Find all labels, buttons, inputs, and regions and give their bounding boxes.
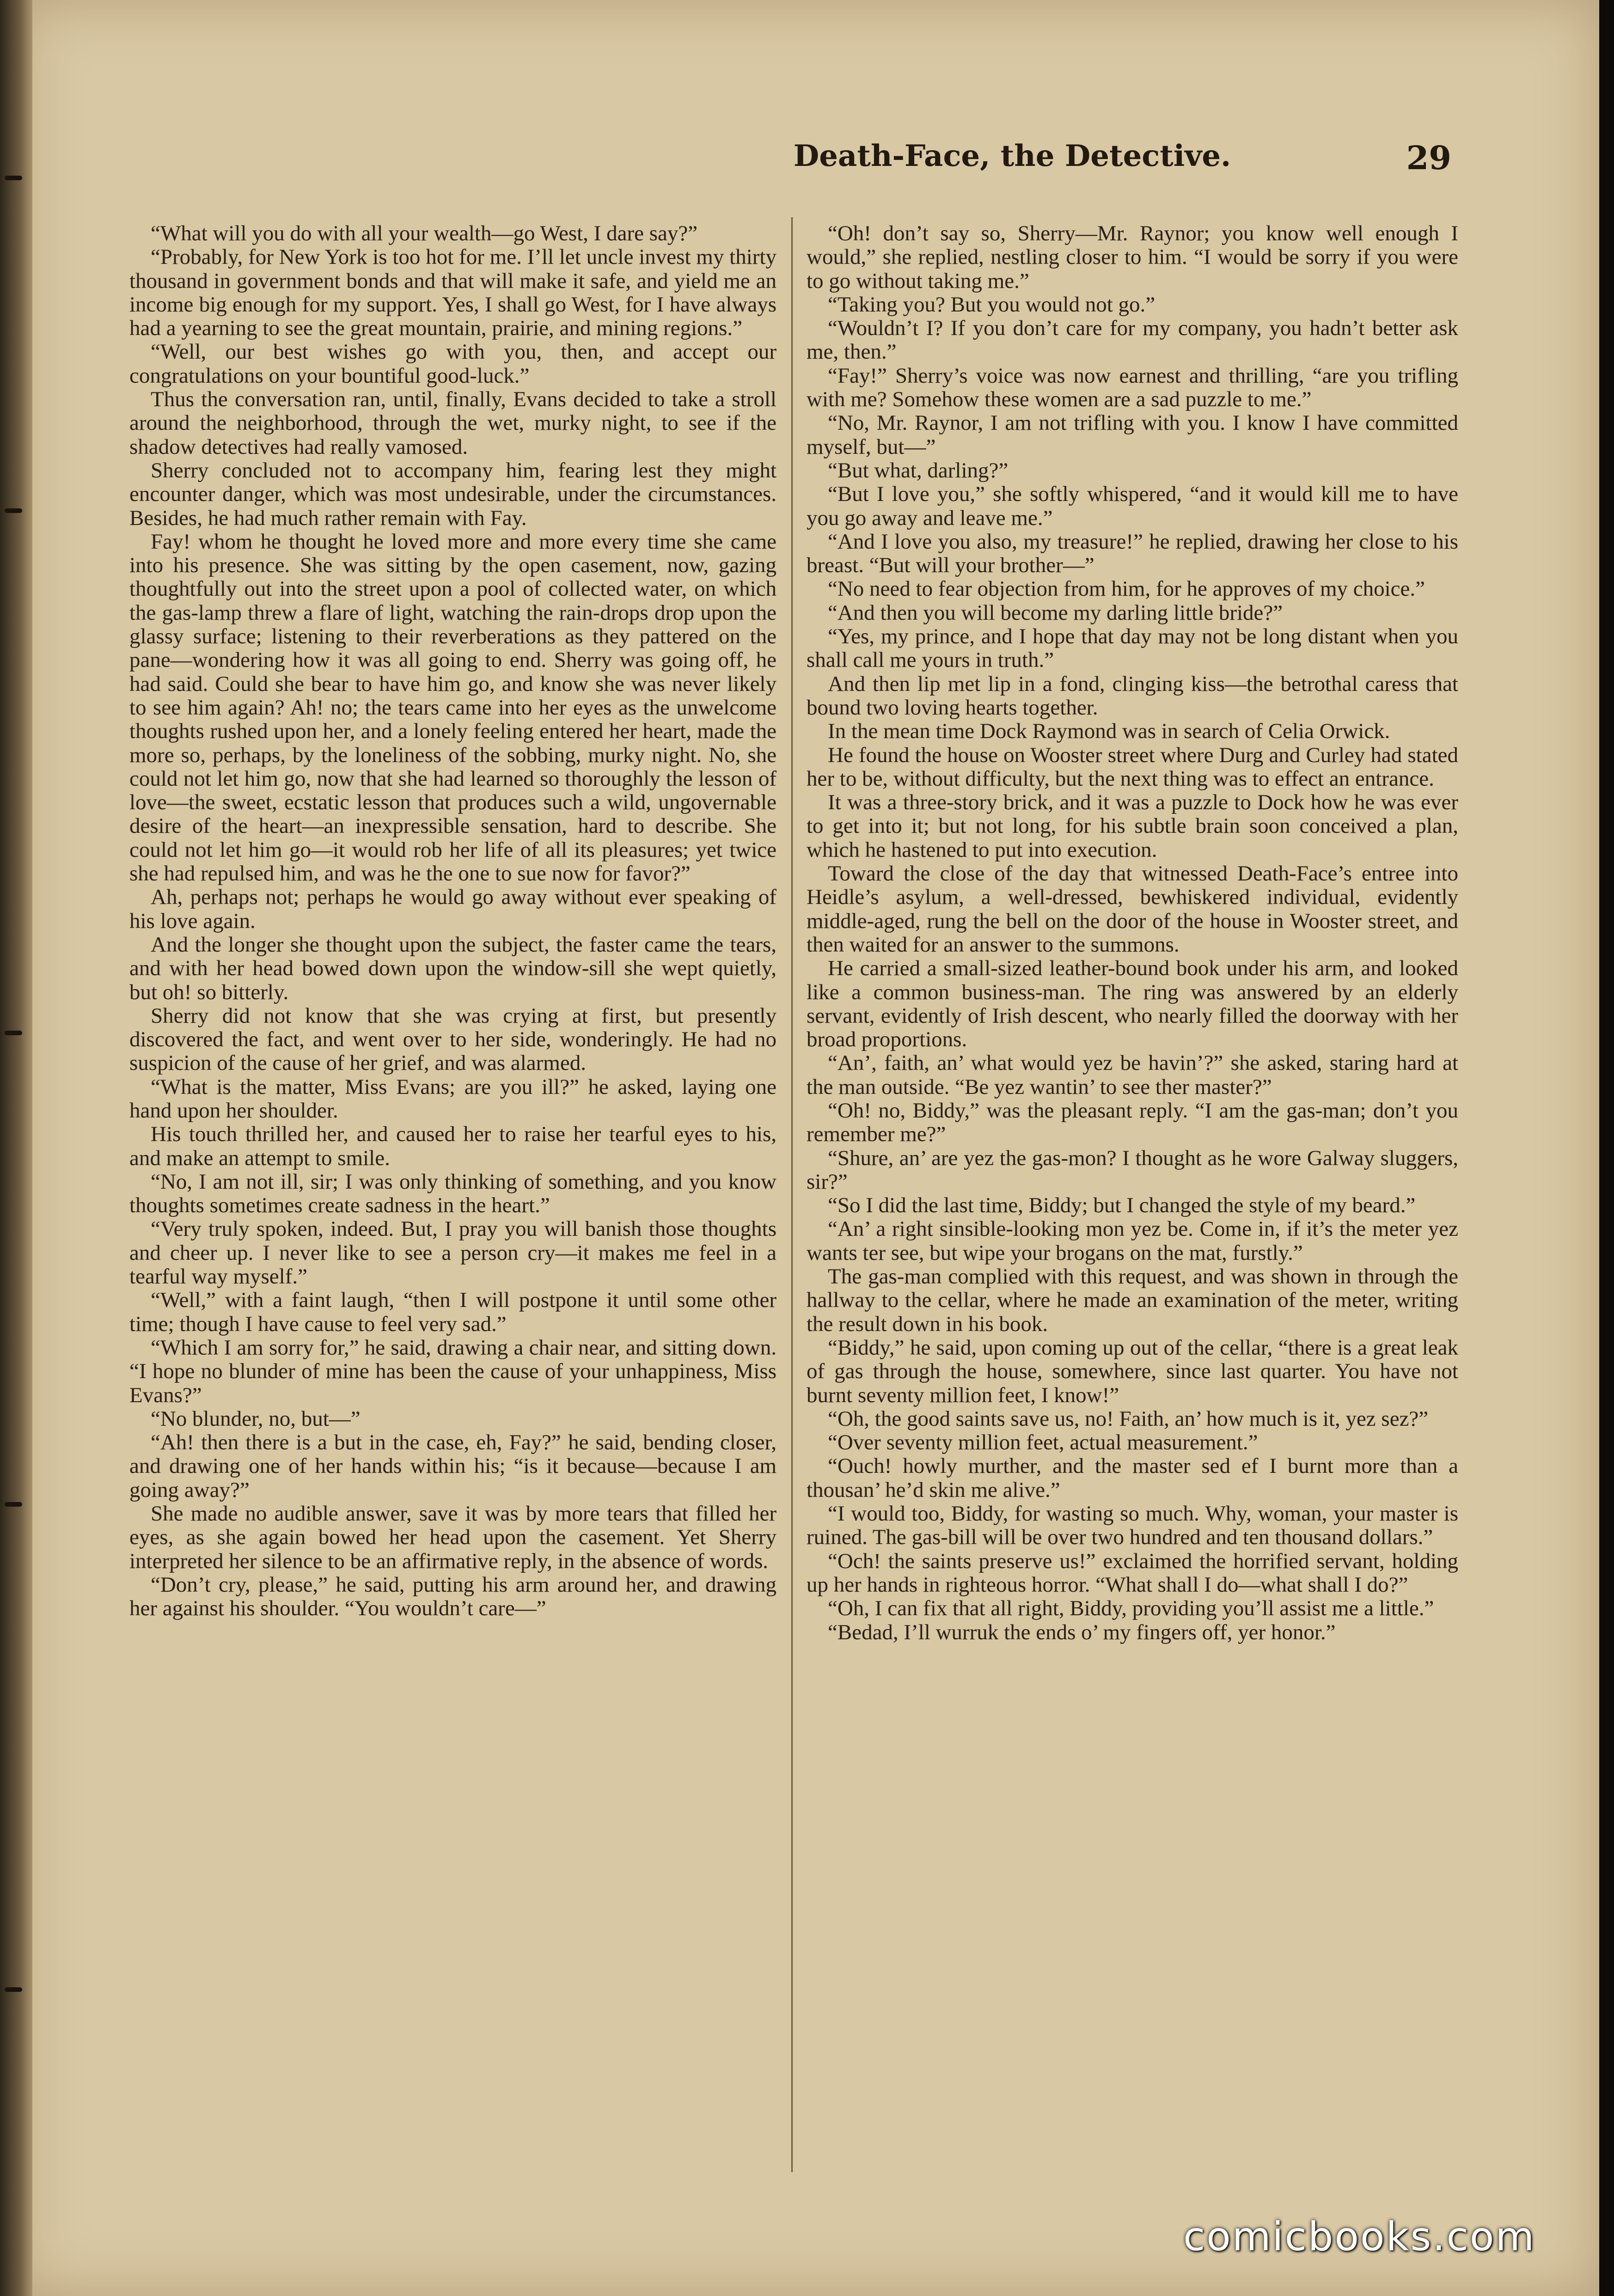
paragraph: “Very truly spoken, indeed. But, I pray you will banish those thoughts and cheer up. I never like to see a person cry—it makes me feel in a tearful way myself.”	[129, 1217, 776, 1289]
paragraph: “So I did the last time, Biddy; but I changed the style of my beard.”	[828, 1193, 1416, 1218]
right-column	[807, 222, 1458, 2172]
paragraph: Toward the close of the day that witnessed Death-Face’s entree into Heidle’s asylum, a well-dressed, bewhiskered individual, evidently middle-aged, rung the bell on the door of the house in Wooster street, and then waited for an answer to the summons.	[807, 861, 1458, 957]
page-number: 29	[1406, 139, 1451, 177]
paragraph: “Which I am sorry for,” he said, drawing a chair near, and sitting down. “I hope no blunder of mine has been the cause of your unhappiness, Miss Evans?”	[129, 1335, 776, 1407]
paragraph: “No, I am not ill, sir; I was only thinking of something, and you know thoughts sometimes create sadness in the heart.”	[129, 1169, 776, 1218]
paragraph: “Over seventy million feet, actual measurement.”	[828, 1430, 1258, 1455]
paragraph: “What will you do with all your wealth—go West, I dare say?”	[151, 222, 698, 245]
binding-edge	[0, 0, 32, 2296]
paragraph: “Well,” with a faint laugh, “then I will postpone it until some other time; though I have cause to feel very sad.”	[129, 1288, 776, 1336]
paragraph: The gas-man complied with this request, and was shown in through the hallway to the cellar, where he made an examination of the meter, writing the result down in his book.	[807, 1264, 1458, 1336]
paragraph: “Oh, the good saints save us, no! Faith, an’ how much is it, yez sez?”	[828, 1406, 1429, 1431]
paragraph: Sherry concluded not to accompany him, fearing lest they might encounter danger, which was most undesirable, under the circumstances. Besides, he had much rather remain with Fay.	[129, 458, 776, 530]
paragraph: In the mean time Dock Raymond was in search of Celia Orwick.	[828, 719, 1390, 744]
paragraph: “No need to fear objection from him, for he approves of my choice.”	[828, 577, 1425, 601]
paragraph: “No, Mr. Raynor, I am not trifling with you. I know I have committed myself, but—”	[807, 411, 1458, 459]
paragraph: “Probably, for New York is too hot for me. I’ll let uncle invest my thirty thousand in government bonds and that will make it safe, and yield me an income big enough for my support. Yes, I shall go West, for I have always had a yearning to see the great mountain, prairie, and mining regions.”	[129, 245, 776, 341]
paragraph: “Bedad, I’ll wurruk the ends o’ my fingers off, yer honor.”	[828, 1620, 1336, 1644]
paragraph: “Yes, my prince, and I hope that day may not be long distant when you shall call me yours in truth.”	[807, 624, 1458, 672]
running-header: Death-Face, the Detective.	[793, 139, 1231, 173]
paragraph: “Oh! no, Biddy,” was the pleasant reply. “I am the gas-man; don’t you remember me?”	[807, 1098, 1458, 1147]
binding-stitch	[5, 1031, 22, 1035]
paragraph: “Ah! then there is a but in the case, eh, Fay?” he said, bending closer, and drawing one of her hands within his; “is it because—because I am going away?”	[129, 1430, 776, 1502]
paragraph: “Well, our best wishes go with you, then, and accept our congratulations on your bountiful good-luck.”	[129, 340, 776, 388]
paragraph: He found the house on Wooster street where Durg and Curley had stated her to be, without difficulty, but the next thing was to effect an entrance.	[807, 743, 1458, 791]
paragraph: “Oh, I can fix that all right, Biddy, providing you’ll assist me a little.”	[828, 1596, 1434, 1621]
paragraph: “Shure, an’ are yez the gas-mon? I thought as he wore Galway sluggers, sir?”	[807, 1146, 1458, 1194]
paragraph: “Biddy,” he said, upon coming up out of the cellar, “there is a great leak of gas through the house, somewhere, since last quarter. You have not burnt seventy million feet, I know!”	[807, 1335, 1458, 1407]
watermark: comicbooks.com	[1183, 2214, 1536, 2260]
paragraph: Ah, perhaps not; perhaps he would go away without ever speaking of his love again.	[129, 885, 776, 933]
binding-stitch	[5, 176, 22, 180]
paragraph: Fay! whom he thought he loved more and more every time she came into his presence. She was sitting by the open casement, now, gazing thoughtfully out into the street upon a pool of collected water, on which the gas-lamp threw a flare of light, watching the rain-drops drop upon the glassy surface; listening to their reverberations as they pattered on the pane—wondering how it was all going to end. Sherry was going off, he had said. Could she bear to have him go, and know she was never likely to see him again? Ah! no; the tears came into her eyes as the unwelcome thoughts rushed upon her, and a lonely feeling entered her heart, made the more so, perhaps, by the loneliness of the sobbing, murky night. No, she could not let him go, now that she had learned so thoroughly the lesson of love—the sweet, ecstatic lesson that produces such a wild, ungovernable desire of the heart—an inexpressible sensation, hard to describe. She could not let him go—it would rob her life of all its pleasures; yet twice she had repulsed him, and was he the one to sue now for favor?”	[129, 529, 776, 886]
paragraph: “An’ a right sinsible-looking mon yez be. Come in, if it’s the meter yez wants ter see, but wipe your brogans on the mat, furstly.”	[807, 1217, 1458, 1265]
binding-stitch	[5, 508, 22, 513]
paragraph: “And I love you also, my treasure!” he replied, drawing her close to his breast. “But will your brother—”	[807, 529, 1458, 578]
paragraph: And the longer she thought upon the subject, the faster came the tears, and with her head bowed down upon the window-sill she wept quietly, but oh! so bitterly.	[129, 932, 776, 1004]
paragraph: “Och! the saints preserve us!” exclaimed the horrified servant, holding up her hands in righteous horror. “What shall I do—what shall I do?”	[807, 1549, 1458, 1597]
paragraph: Sherry did not know that she was crying at first, but presently discovered the fact, and went over to her side, wonderingly. He had no suspicion of the cause of her grief, and was alarmed.	[129, 1003, 776, 1075]
paragraph: “What is the matter, Miss Evans; are you ill?” he asked, laying one hand upon her shoulder.	[129, 1075, 776, 1123]
paragraph: “An’, faith, an’ what would yez be havin’?” she asked, staring hard at the man outside. “Be yez wantin’ to see ther master?”	[807, 1051, 1458, 1099]
paragraph: His touch thrilled her, and caused her to raise her tearful eyes to his, and make an attempt to smile.	[129, 1122, 776, 1170]
paragraph: “No blunder, no, but—”	[151, 1406, 361, 1431]
binding-stitch	[5, 1987, 22, 1992]
paragraph: “Don’t cry, please,” he said, putting his arm around her, and drawing her against his shoulder. “You wouldn’t care—”	[129, 1572, 776, 1621]
binding-stitch	[5, 1502, 22, 1507]
paragraph: She made no audible answer, save it was by more tears that filled her eyes, as she again bowed her head upon the casement. Yet Sherry interpreted her silence to be an affirmative reply, in the absence of words.	[129, 1502, 776, 1573]
paragraph: “I would too, Biddy, for wasting so much. Why, woman, your master is ruined. The gas-bill will be over two hundred and ten thousand dollars.”	[807, 1502, 1458, 1550]
paragraph: “And then you will become my darling little bride?”	[828, 600, 1283, 625]
paragraph: “Ouch! howly murther, and the master sed ef I burnt more than a thousan’ he’d skin me alive.”	[807, 1454, 1458, 1502]
paragraph: And then lip met lip in a fond, clinging kiss—the betrothal caress that bound two loving hearts together.	[807, 672, 1458, 720]
paragraph: It was a three-story brick, and it was a puzzle to Dock how he was ever to get into it; but not long, for his subtle brain soon conceived a plan, which he hastened to put into execution.	[807, 790, 1458, 862]
paragraph: “Taking you? But you would not go.”	[828, 292, 1155, 317]
paragraph: “Fay!” Sherry’s voice was now earnest and thrilling, “are you trifling with me? Somehow these women are a sad puzzle to me.”	[807, 363, 1458, 412]
column-divider	[791, 217, 793, 2172]
paragraph: “But I love you,” she softly whispered, “and it would kill me to have you go away and leave me.”	[807, 482, 1458, 530]
paragraph: He carried a small-sized leather-bound book under his arm, and looked like a common business-man. The ring was answered by an elderly servant, evidently of Irish descent, who nearly filled the doorway with her broad proportions.	[807, 956, 1458, 1052]
paragraph: Thus the conversation ran, until, finally, Evans decided to take a stroll around the neighborhood, through the wet, murky night, to see if the shadow detectives had really vamosed.	[129, 387, 776, 459]
paragraph: “Wouldn’t I? If you don’t care for my company, you hadn’t better ask me, then.”	[807, 316, 1458, 364]
paragraph: “Oh! don’t say so, Sherry—Mr. Raynor; you know well enough I would,” she replied, nestling closer to him. “I would be sorry if you were to go without taking me.”	[807, 222, 1458, 293]
paragraph: “But what, darling?”	[828, 458, 1009, 482]
left-column	[129, 222, 776, 2172]
